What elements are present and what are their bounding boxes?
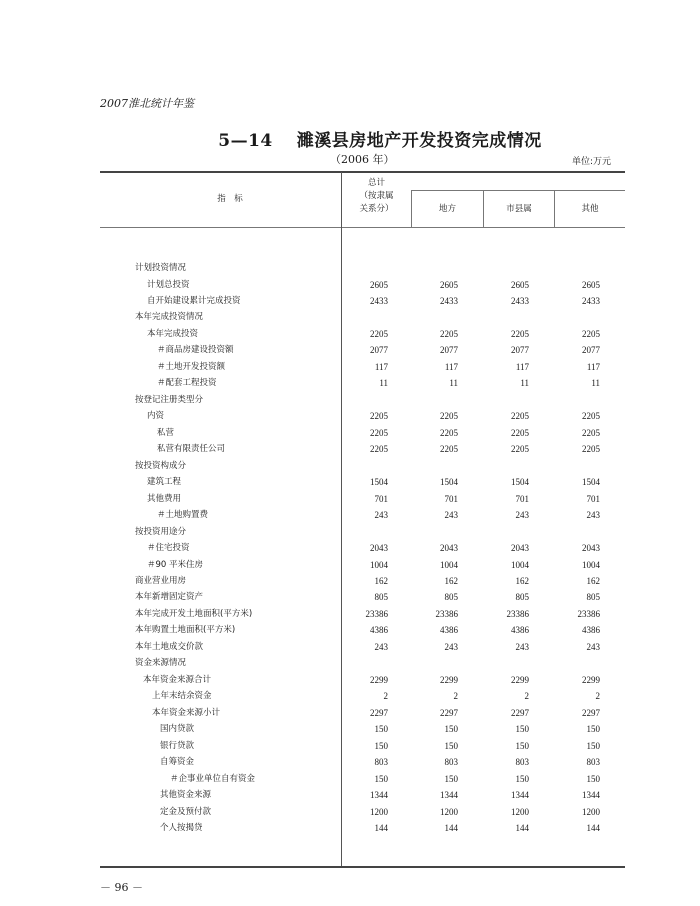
table-row — [0, 820, 700, 836]
table-row — [0, 408, 700, 424]
value-total: 803 — [374, 757, 388, 768]
value-local: 2205 — [440, 427, 458, 438]
total-header-line2: （按隶属 — [359, 191, 394, 201]
value-local: 117 — [444, 361, 458, 372]
value-other: 1004 — [582, 559, 600, 570]
value-city-county: 117 — [515, 361, 529, 372]
value-other: 2077 — [582, 345, 600, 356]
row-label: 按登记注册类型分 — [135, 394, 204, 405]
value-total: 150 — [374, 740, 388, 751]
table-row — [0, 507, 700, 523]
value-other: 150 — [586, 740, 600, 751]
value-local: 805 — [444, 592, 458, 603]
table-row — [0, 738, 700, 754]
table-row — [0, 425, 700, 441]
value-city-county: 243 — [515, 510, 529, 520]
value-total: 2043 — [370, 543, 388, 553]
value-other: 2043 — [582, 543, 600, 553]
column-header-indicator: 指 标 — [217, 194, 243, 204]
value-local: 2605 — [440, 279, 458, 290]
row-label: 商业营业用房 — [135, 575, 187, 586]
row-label: 本年资金来源合计 — [143, 674, 212, 685]
value-local: 1200 — [440, 806, 458, 817]
subheader-rule — [411, 190, 625, 191]
table-row — [0, 441, 700, 457]
value-total: 2299 — [370, 674, 388, 685]
row-label: ＃90 平米住房 — [147, 559, 204, 570]
value-other: 2433 — [582, 295, 600, 306]
value-local: 243 — [444, 510, 458, 520]
value-city-county: 162 — [515, 575, 529, 586]
value-other: 2205 — [582, 411, 600, 422]
table-title-text: 濉溪县房地产开发投资完成情况 — [296, 131, 542, 151]
value-total: 2205 — [370, 427, 388, 438]
value-total: 150 — [374, 724, 388, 735]
value-city-county: 2605 — [511, 279, 529, 290]
value-other: 2205 — [582, 444, 600, 455]
row-label: 按投资构成分 — [135, 460, 187, 471]
row-label: 银行贷款 — [160, 740, 195, 751]
row-label: 计划投资情况 — [135, 263, 187, 273]
row-label: 资金来源情况 — [135, 658, 187, 669]
value-local: 243 — [444, 641, 458, 652]
value-city-county: 2077 — [511, 345, 529, 356]
value-local: 2297 — [440, 707, 458, 718]
row-label: 本年购置土地面积(平方米) — [135, 625, 236, 636]
value-local: 1004 — [440, 559, 458, 570]
value-total: 23386 — [365, 608, 388, 619]
value-other: 2205 — [582, 328, 600, 339]
row-label: ＃土地购置费 — [157, 510, 209, 520]
value-total: 4386 — [370, 625, 388, 636]
table-row — [0, 458, 700, 474]
value-city-county: 11 — [520, 378, 529, 389]
row-label: 内资 — [147, 411, 165, 422]
value-city-county: 150 — [515, 740, 529, 751]
value-local: 150 — [444, 773, 458, 784]
row-label: 自开始建设累计完成投资 — [147, 295, 241, 306]
value-total: 2205 — [370, 328, 388, 339]
value-city-county: 2205 — [511, 411, 529, 422]
value-local: 2205 — [440, 411, 458, 422]
table-row — [0, 573, 700, 589]
row-label: 建筑工程 — [147, 477, 182, 488]
value-city-county: 243 — [515, 641, 529, 652]
value-local: 4386 — [440, 625, 458, 636]
value-total: 1344 — [370, 790, 388, 800]
value-city-county: 150 — [515, 773, 529, 784]
value-total: 150 — [374, 773, 388, 784]
unit-label: 单位:万元 — [572, 157, 612, 167]
value-other: 144 — [586, 823, 600, 833]
value-total: 2433 — [370, 295, 388, 306]
table-row — [0, 392, 700, 408]
table-row — [0, 342, 700, 358]
table-row — [0, 260, 700, 276]
value-city-county: 1504 — [511, 477, 529, 488]
table-row — [0, 589, 700, 605]
value-other: 23386 — [577, 608, 600, 619]
value-other: 1504 — [582, 477, 600, 488]
value-total: 1200 — [370, 806, 388, 817]
value-local: 2043 — [440, 543, 458, 553]
value-total: 2297 — [370, 707, 388, 718]
value-local: 2205 — [440, 444, 458, 455]
value-other: 4386 — [582, 625, 600, 636]
column-header-local: 地方 — [438, 204, 456, 214]
row-label: ＃土地开发投资额 — [157, 361, 226, 372]
row-label: 定金及预付款 — [160, 806, 212, 817]
table-year: （2006 年） — [330, 153, 395, 166]
value-city-county: 2299 — [511, 674, 529, 685]
value-other: 2205 — [582, 427, 600, 438]
value-other: 701 — [586, 493, 600, 504]
table-number: 5—14 — [218, 131, 273, 151]
value-other: 2 — [595, 691, 600, 702]
value-total: 243 — [374, 510, 388, 520]
value-total: 1004 — [370, 559, 388, 570]
value-city-county: 144 — [515, 823, 529, 833]
table-row — [0, 622, 700, 638]
table-row — [0, 804, 700, 820]
value-city-county: 2297 — [511, 707, 529, 718]
row-label: 国内贷款 — [160, 724, 195, 735]
table-row — [0, 606, 700, 622]
table-bottom-rule — [100, 866, 625, 868]
value-local: 2205 — [440, 328, 458, 339]
value-local: 2433 — [440, 295, 458, 306]
value-city-county: 1200 — [511, 806, 529, 817]
table-row — [0, 309, 700, 325]
value-city-county: 2043 — [511, 543, 529, 553]
value-total: 162 — [374, 575, 388, 586]
value-local: 2077 — [440, 345, 458, 356]
value-city-county: 803 — [515, 757, 529, 768]
table-row — [0, 787, 700, 803]
value-city-county: 150 — [515, 724, 529, 735]
table-row — [0, 754, 700, 770]
value-city-county: 2433 — [511, 295, 529, 306]
value-city-county: 2205 — [511, 328, 529, 339]
value-other: 2299 — [582, 674, 600, 685]
value-other: 2297 — [582, 707, 600, 718]
table-row — [0, 672, 700, 688]
table-row — [0, 375, 700, 391]
value-other: 243 — [586, 641, 600, 652]
table-row — [0, 771, 700, 787]
row-label: ＃商品房建设投资额 — [157, 345, 234, 356]
table-row — [0, 688, 700, 704]
value-other: 150 — [586, 773, 600, 784]
value-local: 803 — [444, 757, 458, 768]
table-row — [0, 359, 700, 375]
table-title — [0, 126, 700, 151]
value-total: 117 — [374, 361, 388, 372]
value-city-county: 2205 — [511, 427, 529, 438]
row-label: 本年资金来源小计 — [152, 707, 221, 718]
row-label: 上年末结余资金 — [152, 691, 212, 702]
row-label: ＃住宅投资 — [147, 543, 190, 553]
value-city-county: 1344 — [511, 790, 529, 800]
row-label: 自筹资金 — [160, 757, 195, 768]
row-label: 私营有限责任公司 — [157, 444, 226, 455]
value-other: 803 — [586, 757, 600, 768]
total-header-line1: 总计 — [367, 178, 385, 188]
value-city-county: 23386 — [506, 608, 529, 619]
value-other: 11 — [591, 378, 600, 389]
table-top-rule — [100, 171, 625, 173]
row-label: 私营 — [157, 427, 175, 438]
value-total: 2 — [383, 691, 388, 702]
table-row — [0, 705, 700, 721]
value-other: 1200 — [582, 806, 600, 817]
table-row — [0, 721, 700, 737]
value-other: 243 — [586, 510, 600, 520]
value-local: 701 — [444, 493, 458, 504]
value-local: 1504 — [440, 477, 458, 488]
value-local: 11 — [449, 378, 458, 389]
table-row — [0, 540, 700, 556]
total-header-line3: 关系分） — [359, 204, 394, 214]
value-total: 1504 — [370, 477, 388, 488]
value-total: 2205 — [370, 411, 388, 422]
row-label: 本年完成投资 — [147, 328, 199, 339]
value-local: 2299 — [440, 674, 458, 685]
column-header-total — [342, 177, 411, 216]
table-row — [0, 277, 700, 293]
table-row — [0, 474, 700, 490]
value-local: 23386 — [435, 608, 458, 619]
value-other: 162 — [586, 575, 600, 586]
row-label: 个人按揭贷 — [160, 823, 203, 833]
value-city-county: 805 — [515, 592, 529, 603]
value-total: 2077 — [370, 345, 388, 356]
table-row — [0, 639, 700, 655]
row-label: 本年完成投资情况 — [135, 312, 204, 323]
row-label: 本年完成开发土地面积(平方米) — [135, 608, 253, 619]
table-row — [0, 655, 700, 671]
value-local: 2 — [453, 691, 458, 702]
row-label: 本年新增固定资产 — [135, 592, 204, 603]
row-label: 其他资金来源 — [160, 790, 212, 800]
value-total: 701 — [374, 493, 388, 504]
value-other: 2605 — [582, 279, 600, 290]
row-label: 其他费用 — [147, 493, 182, 504]
table-row — [0, 293, 700, 309]
value-city-county: 1004 — [511, 559, 529, 570]
column-header-city-county: 市县属 — [506, 204, 532, 214]
value-total: 11 — [379, 378, 388, 389]
table-row — [0, 326, 700, 342]
value-city-county: 2205 — [511, 444, 529, 455]
value-other: 805 — [586, 592, 600, 603]
value-city-county: 2 — [524, 691, 529, 702]
table-row — [0, 524, 700, 540]
value-local: 150 — [444, 724, 458, 735]
yearbook-header: 2007淮北统计年鉴 — [100, 97, 194, 110]
value-other: 1344 — [582, 790, 600, 800]
value-total: 805 — [374, 592, 388, 603]
row-label: ＃配套工程投资 — [157, 378, 217, 389]
table-row — [0, 491, 700, 507]
value-total: 2205 — [370, 444, 388, 455]
value-local: 144 — [444, 823, 458, 833]
value-city-county: 701 — [515, 493, 529, 504]
value-other: 150 — [586, 724, 600, 735]
row-label: 按投资用途分 — [135, 526, 187, 537]
value-total: 144 — [374, 823, 388, 833]
row-label: ＃企事业单位自有资金 — [170, 773, 256, 784]
value-city-county: 4386 — [511, 625, 529, 636]
table-row — [0, 557, 700, 573]
value-other: 117 — [586, 361, 600, 372]
value-local: 162 — [444, 575, 458, 586]
page-number: － 96 － — [100, 881, 143, 894]
value-local: 150 — [444, 740, 458, 751]
column-header-other: 其他 — [581, 204, 599, 214]
value-total: 2605 — [370, 279, 388, 290]
value-local: 1344 — [440, 790, 458, 800]
value-total: 243 — [374, 641, 388, 652]
row-label: 计划总投资 — [147, 279, 190, 290]
row-label: 本年土地成交价款 — [135, 641, 204, 652]
header-bottom-rule — [100, 227, 625, 228]
